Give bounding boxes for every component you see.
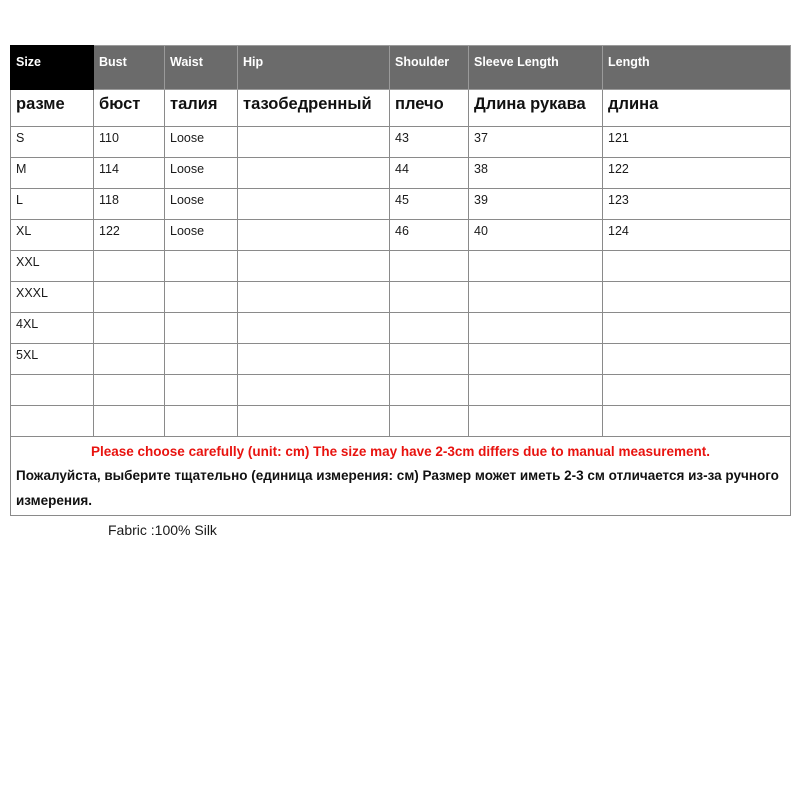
cell-shoulder: 43 (390, 127, 469, 158)
cell-length: 121 (603, 127, 791, 158)
cell-hip (238, 282, 390, 313)
cell-bust: 110 (94, 127, 165, 158)
header-shoulder: Shoulder (390, 46, 469, 90)
cell-shoulder (390, 313, 469, 344)
header-hip: Hip (238, 46, 390, 90)
table-notice-row (11, 437, 791, 516)
table-row (11, 189, 791, 220)
cell-hip (238, 406, 390, 437)
cell-size: 5XL (11, 344, 94, 375)
cell-sleeve (469, 313, 603, 344)
table-row (11, 220, 791, 251)
cell-waist (165, 375, 238, 406)
cell-sleeve (469, 375, 603, 406)
cell-hip (238, 313, 390, 344)
cell-bust: 122 (94, 220, 165, 251)
cell-sleeve (469, 344, 603, 375)
cell-waist (165, 406, 238, 437)
cell-bust (94, 313, 165, 344)
cell-bust: 114 (94, 158, 165, 189)
header-ru-bust: бюст (94, 90, 165, 127)
cell-shoulder: 46 (390, 220, 469, 251)
table-row (11, 251, 791, 282)
cell-waist (165, 313, 238, 344)
header-ru-waist: талия (165, 90, 238, 127)
cell-shoulder: 45 (390, 189, 469, 220)
table-row (11, 344, 791, 375)
table-header-row-english (11, 46, 791, 90)
cell-length (603, 251, 791, 282)
header-waist: Waist (165, 46, 238, 90)
table-header-row-russian (11, 90, 791, 127)
cell-sleeve: 40 (469, 220, 603, 251)
cell-bust: 118 (94, 189, 165, 220)
cell-size: S (11, 127, 94, 158)
cell-size: XXL (11, 251, 94, 282)
cell-shoulder: 44 (390, 158, 469, 189)
cell-sleeve: 39 (469, 189, 603, 220)
cell-sleeve (469, 406, 603, 437)
cell-hip (238, 375, 390, 406)
cell-length (603, 282, 791, 313)
cell-waist (165, 251, 238, 282)
cell-bust (94, 282, 165, 313)
cell-length: 123 (603, 189, 791, 220)
cell-waist (165, 282, 238, 313)
size-table-container (10, 45, 790, 516)
header-length: Length (603, 46, 791, 90)
table-row (11, 375, 791, 406)
table-row (11, 127, 791, 158)
cell-size (11, 375, 94, 406)
cell-shoulder (390, 282, 469, 313)
cell-sleeve: 38 (469, 158, 603, 189)
table-row (11, 406, 791, 437)
header-ru-length: длина (603, 90, 791, 127)
header-ru-sleeve-length: Длина рукава (469, 90, 603, 127)
cell-size: 4XL (11, 313, 94, 344)
cell-hip (238, 127, 390, 158)
cell-shoulder (390, 251, 469, 282)
cell-size: XL (11, 220, 94, 251)
table-row (11, 282, 791, 313)
cell-waist: Loose (165, 189, 238, 220)
cell-waist: Loose (165, 158, 238, 189)
cell-length (603, 344, 791, 375)
size-chart-table (10, 45, 791, 516)
cell-sleeve (469, 282, 603, 313)
table-row (11, 313, 791, 344)
notice-text-russian: Пожалуйста, выберите тщательно (единица измерения: см) Размер может иметь 2-3 см отличается из-за ручного измерения. (16, 468, 779, 508)
fabric-label: Fabric :100% Silk (108, 522, 217, 538)
cell-sleeve: 37 (469, 127, 603, 158)
cell-hip (238, 344, 390, 375)
cell-shoulder (390, 375, 469, 406)
cell-length (603, 375, 791, 406)
cell-bust (94, 251, 165, 282)
cell-hip (238, 220, 390, 251)
cell-waist (165, 344, 238, 375)
cell-sleeve (469, 251, 603, 282)
cell-length: 124 (603, 220, 791, 251)
cell-size: XXXL (11, 282, 94, 313)
cell-size: M (11, 158, 94, 189)
cell-bust (94, 406, 165, 437)
header-ru-hip: тазобедренный (238, 90, 390, 127)
cell-shoulder (390, 406, 469, 437)
header-sleeve-length: Sleeve Length (469, 46, 603, 90)
header-size: Size (11, 46, 94, 90)
table-row (11, 158, 791, 189)
cell-size: L (11, 189, 94, 220)
cell-waist: Loose (165, 220, 238, 251)
cell-size (11, 406, 94, 437)
cell-bust (94, 344, 165, 375)
cell-length: 122 (603, 158, 791, 189)
cell-waist: Loose (165, 127, 238, 158)
measurement-notice (11, 437, 791, 516)
cell-length (603, 406, 791, 437)
notice-text-english: Please choose carefully (unit: cm) The size may have 2-3cm differs due to manual measurement. (91, 444, 710, 459)
cell-hip (238, 158, 390, 189)
header-ru-shoulder: плечо (390, 90, 469, 127)
cell-bust (94, 375, 165, 406)
header-bust: Bust (94, 46, 165, 90)
cell-hip (238, 189, 390, 220)
cell-shoulder (390, 344, 469, 375)
cell-hip (238, 251, 390, 282)
cell-length (603, 313, 791, 344)
header-ru-size: разме (11, 90, 94, 127)
